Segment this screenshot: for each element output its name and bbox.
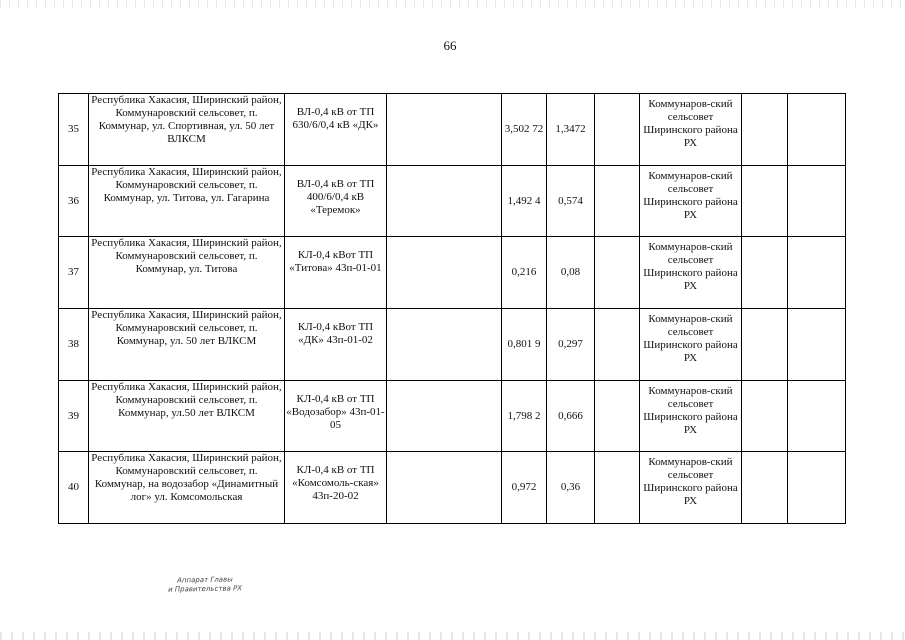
object-cell: КЛ-0,4 кВот ТП «Титова» 43п-01-01	[285, 237, 387, 309]
page-number: 66	[443, 38, 457, 53]
table-row	[59, 94, 846, 166]
table-row	[59, 309, 846, 381]
empty-cell	[742, 94, 788, 166]
length-cell: 3,502 72	[502, 94, 547, 166]
address-cell: Республика Хакасия, Ширинский район, Коммунаровский сельсовет, п. Коммунар, ул. Спортивная, ул. 50 лет ВЛКСМ	[89, 94, 285, 166]
object-cell: КЛ-0,4 кВ от ТП «Комсомоль-ская» 43п-20-02	[285, 452, 387, 524]
row-number-cell: 40	[59, 452, 89, 524]
stamp-line-2: и Правительства РХ	[167, 584, 243, 594]
empty-cell	[788, 237, 846, 309]
area-cell: 0,297	[547, 309, 595, 381]
area-cell: 0,574	[547, 166, 595, 237]
empty-cell	[387, 237, 502, 309]
address-cell: Республика Хакасия, Ширинский район, Коммунаровский сельсовет, п. Коммунар, ул. Титова	[89, 237, 285, 309]
empty-cell	[742, 452, 788, 524]
area-cell: 0,08	[547, 237, 595, 309]
registry-stamp	[150, 575, 260, 595]
address-cell: Республика Хакасия, Ширинский район, Коммунаровский сельсовет, п. Коммунар, ул. 50 лет ВЛКСМ	[89, 309, 285, 381]
row-number-cell: 38	[59, 309, 89, 381]
scan-artifact-top	[0, 0, 905, 8]
empty-cell	[387, 94, 502, 166]
owner-cell: Коммунаров-ский сельсовет Ширинского района РХ	[640, 381, 742, 452]
empty-cell	[788, 452, 846, 524]
row-number-cell: 39	[59, 381, 89, 452]
empty-cell	[742, 237, 788, 309]
length-cell: 0,801 9	[502, 309, 547, 381]
length-cell: 0,216	[502, 237, 547, 309]
empty-cell	[742, 166, 788, 237]
table-row	[59, 452, 846, 524]
length-cell: 1,798 2	[502, 381, 547, 452]
empty-cell	[387, 381, 502, 452]
table-row	[59, 166, 846, 237]
length-cell: 1,492 4	[502, 166, 547, 237]
empty-cell	[387, 309, 502, 381]
scan-artifact-bottom	[0, 632, 905, 640]
empty-cell	[387, 452, 502, 524]
owner-cell: Коммунаров-ский сельсовет Ширинского района РХ	[640, 94, 742, 166]
stamp-line-1: Аппарат Главы	[177, 575, 233, 585]
address-cell: Республика Хакасия, Ширинский район, Коммунаровский сельсовет, п. Коммунар, ул.50 лет ВЛКСМ	[89, 381, 285, 452]
address-cell: Республика Хакасия, Ширинский район, Коммунаровский сельсовет, п. Коммунар, на водозабор «Динамитный лог» ул. Комсомольская	[89, 452, 285, 524]
empty-cell	[788, 309, 846, 381]
row-number-cell: 35	[59, 94, 89, 166]
registry-table	[58, 93, 846, 524]
empty-cell	[595, 94, 640, 166]
owner-cell: Коммунаров-ский сельсовет Ширинского района РХ	[640, 237, 742, 309]
empty-cell	[595, 452, 640, 524]
table-row	[59, 237, 846, 309]
empty-cell	[742, 381, 788, 452]
address-cell: Республика Хакасия, Ширинский район, Коммунаровский сельсовет, п. Коммунар, ул. Титова, ул. Гагарина	[89, 166, 285, 237]
empty-cell	[788, 381, 846, 452]
empty-cell	[788, 94, 846, 166]
row-number-cell: 36	[59, 166, 89, 237]
object-cell: ВЛ-0,4 кВ от ТП 630/6/0,4 кВ «ДК»	[285, 94, 387, 166]
table-row	[59, 381, 846, 452]
object-cell: КЛ-0,4 кВ от ТП «Водозабор» 43п-01-05	[285, 381, 387, 452]
area-cell: 0,666	[547, 381, 595, 452]
empty-cell	[595, 166, 640, 237]
empty-cell	[595, 237, 640, 309]
owner-cell: Коммунаров-ский сельсовет Ширинского района РХ	[640, 166, 742, 237]
owner-cell: Коммунаров-ский сельсовет Ширинского района РХ	[640, 309, 742, 381]
length-cell: 0,972	[502, 452, 547, 524]
area-cell: 1,3472	[547, 94, 595, 166]
empty-cell	[595, 381, 640, 452]
object-cell: ВЛ-0,4 кВ от ТП 400/6/0,4 кВ «Теремок»	[285, 166, 387, 237]
empty-cell	[595, 309, 640, 381]
owner-cell: Коммунаров-ский сельсовет Ширинского района РХ	[640, 452, 742, 524]
row-number-cell: 37	[59, 237, 89, 309]
empty-cell	[387, 166, 502, 237]
object-cell: КЛ-0,4 кВот ТП «ДК» 43п-01-02	[285, 309, 387, 381]
empty-cell	[788, 166, 846, 237]
empty-cell	[742, 309, 788, 381]
area-cell: 0,36	[547, 452, 595, 524]
